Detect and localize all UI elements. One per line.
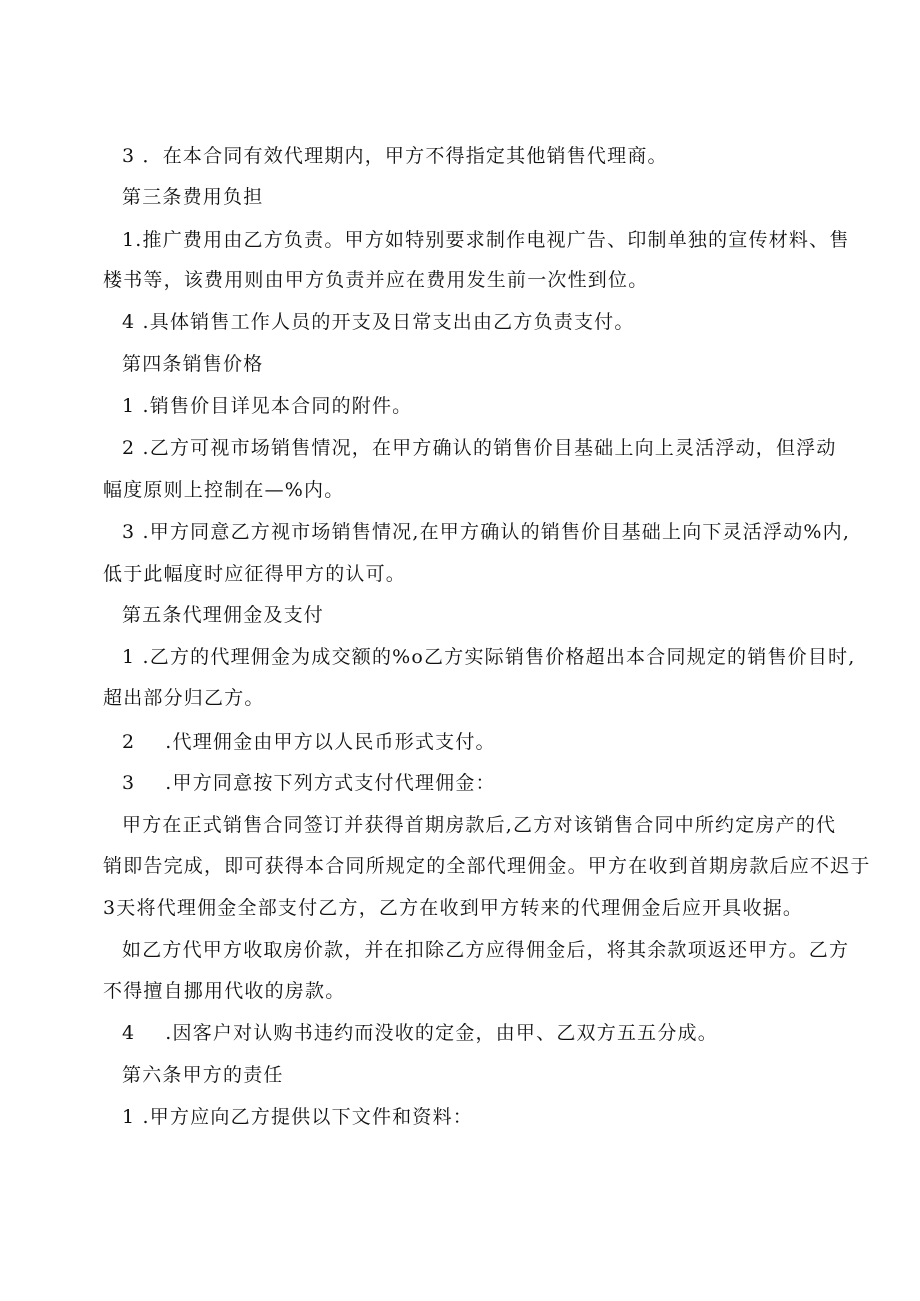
article-5-item-3 [122, 771, 496, 795]
article-5-heading: 第五条代理佣金及支付 [122, 604, 325, 626]
article-3-item-1-line-2: 楼书等，该费用则由甲方负责并应在费用发生前一次性到位。 [103, 269, 649, 291]
item-text: .代理佣金由甲方以人民币形式支付。 [165, 731, 496, 753]
article-3-item-1-line-1: 1.推广费用由乙方负责。甲方如特别要求制作电视广告、印制单独的宣传材料、售 [122, 229, 850, 251]
article-6-heading: 第六条甲方的责任 [122, 1064, 284, 1086]
article-4-heading: 第四条销售价格 [122, 353, 264, 375]
article-4-item-3-line-1: 3 .甲方同意乙方视市场销售情况,在甲方确认的销售价目基础上向下灵活浮动%内, [122, 521, 851, 543]
payment-paragraph-line-2: 销即告完成，即可获得本合同所规定的全部代理佣金。甲方在收到首期房款后应不迟于 [103, 855, 871, 877]
article-4-item-3-line-2: 低于此幅度时应征得甲方的认可。 [103, 563, 407, 585]
clause-2-item-3: 3 ．在本合同有效代理期内，甲方不得指定其他销售代理商。 [122, 145, 668, 167]
article-4-item-2-line-2: 幅度原则上控制在—%内。 [103, 479, 345, 501]
item-number: 3 [122, 772, 136, 794]
item-number: 4 [122, 1022, 136, 1044]
item-text: .因客户对认购书违约而没收的定金，由甲、乙双方五五分成。 [165, 1022, 718, 1044]
article-3-item-4: 4 .具体销售工作人员的开支及日常支出由乙方负责支付。 [122, 311, 635, 333]
article-6-item-1: 1 .甲方应向乙方提供以下文件和资料： [122, 1106, 473, 1128]
collection-paragraph-line-2: 不得擅自挪用代收的房款。 [103, 980, 346, 1002]
article-4-item-1: 1 .销售价目详见本合同的附件。 [122, 395, 413, 417]
collection-paragraph-line-1: 如乙方代甲方收取房价款，并在扣除乙方应得佣金后，将其余款项返还甲方。乙方 [122, 939, 850, 961]
article-5-item-4 [122, 1021, 718, 1045]
article-5-item-2 [122, 730, 496, 754]
article-4-item-2-line-1: 2 .乙方可视市场销售情况，在甲方确认的销售价目基础上向上灵活浮动，但浮动 [122, 437, 837, 459]
article-5-item-1-line-2: 超出部分归乙方。 [103, 687, 265, 709]
payment-paragraph-line-1: 甲方在正式销售合同签订并获得首期房款后,乙方对该销售合同中所约定房产的代 [122, 814, 837, 836]
item-number: 2 [122, 731, 136, 753]
article-5-item-1-line-1: 1 .乙方的代理佣金为成交额的%o乙方实际销售价格超出本合同规定的销售价目时, [122, 646, 856, 668]
payment-paragraph-line-3: 3天将代理佣金全部支付乙方，乙方在收到甲方转来的代理佣金后应开具收据。 [103, 897, 804, 919]
item-text: .甲方同意按下列方式支付代理佣金： [165, 772, 496, 794]
article-3-heading: 第三条费用负担 [122, 186, 264, 208]
